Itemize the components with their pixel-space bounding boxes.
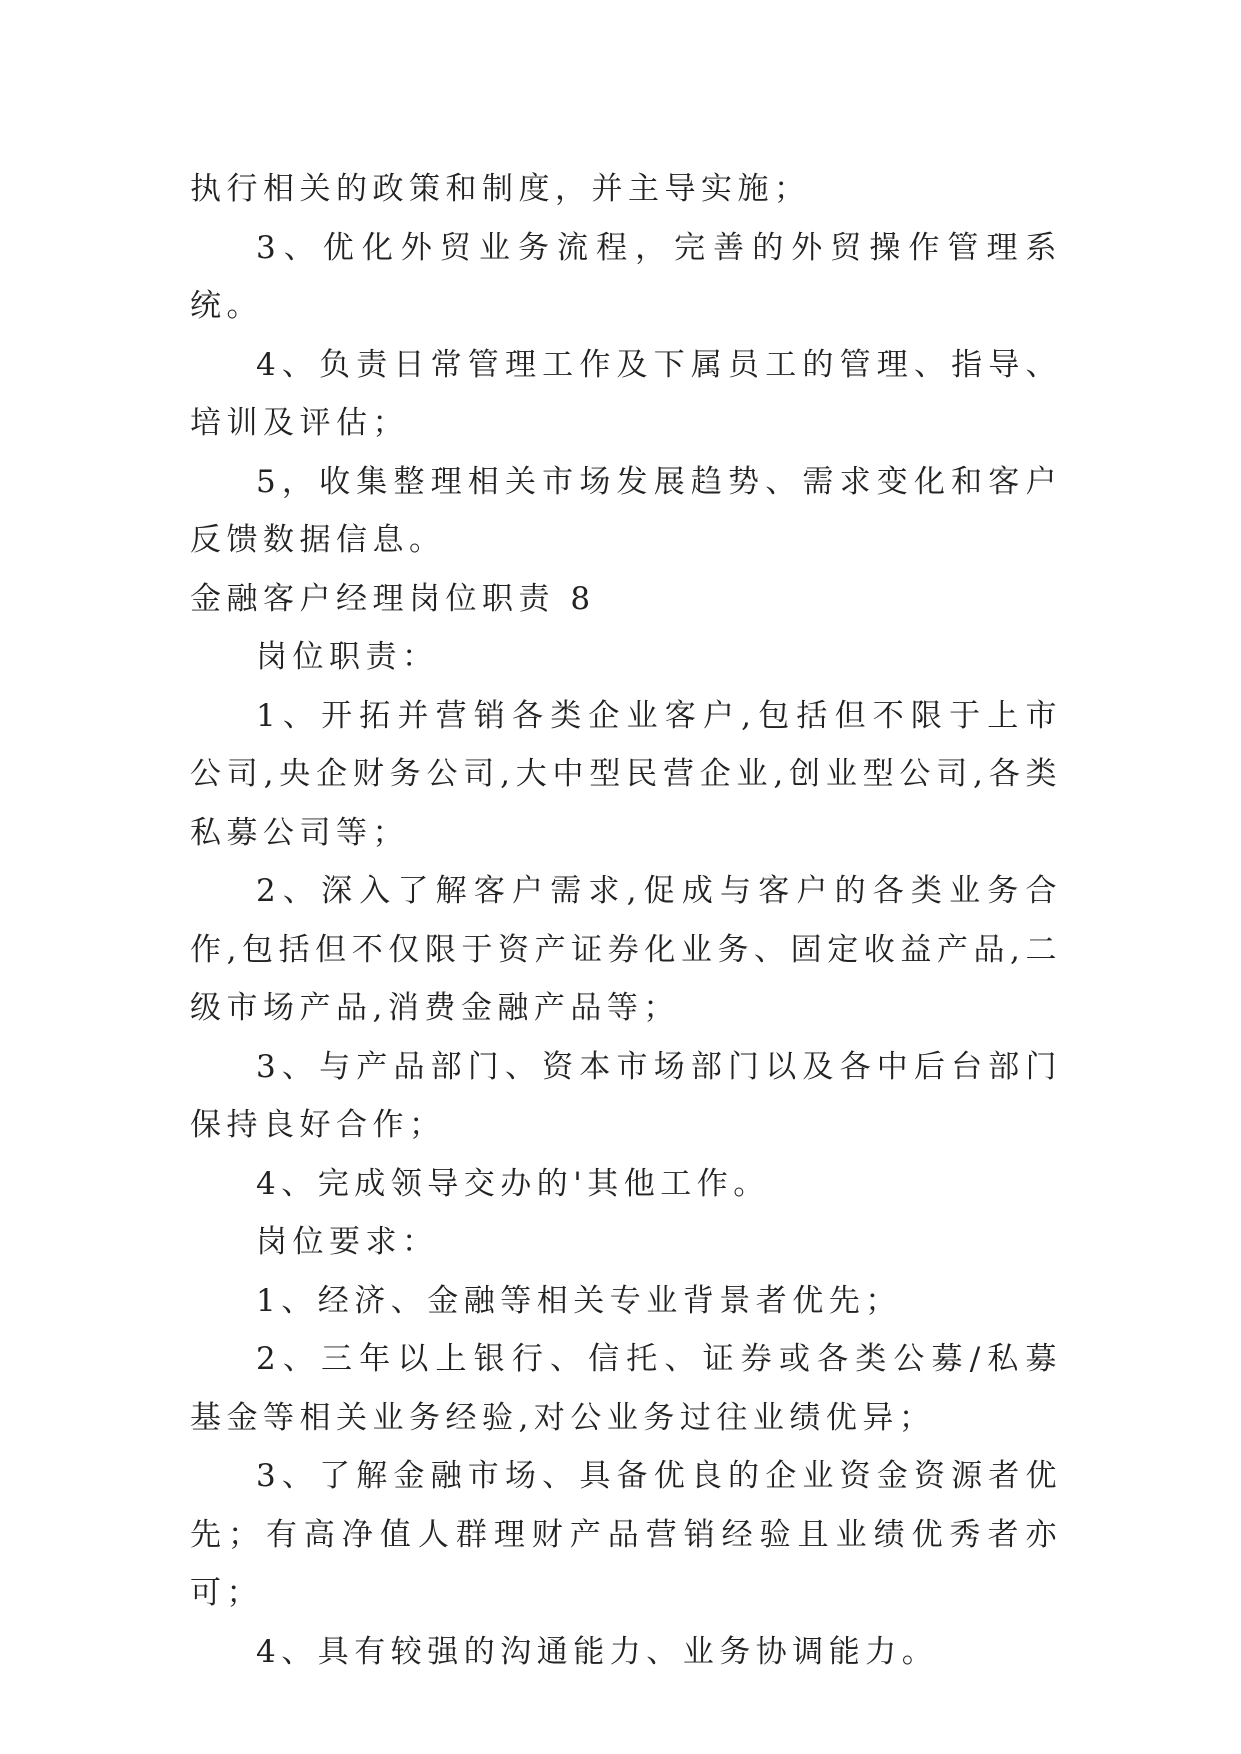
list-item: 2、深入了解客户需求,促成与客户的各类业务合作,包括但不仅限于资产证券化业务、固定收益产品,二级市场产品,消费金融产品等； [190,873,1062,1026]
list-item: 3、了解金融市场、具备优良的企业资金资源者优先；有高净值人群理财产品营销经验且业绩优秀者亦可； [190,1458,1062,1611]
list-item: 1、经济、金融等相关专业背景者优先； [256,1282,902,1319]
list-item: 5，收集整理相关市场发展趋势、需求变化和客户反馈数据信息。 [190,463,1062,558]
list-item: 3、优化外贸业务流程，完善的外贸操作管理系统。 [190,229,1062,324]
list-item: 4、具有较强的沟通能力、业务协调能力。 [256,1633,939,1670]
subheading-duties: 岗位职责： [256,639,439,675]
list-item: 1、开拓并营销各类企业客户,包括但不限于上市公司,央企财务公司,大中型民营企业,创业型公司,各类私募公司等； [190,697,1062,851]
list-item: 2、三年以上银行、信托、证券或各类公募/私募基金等相关业务经验,对公业务过往业绩优异； [190,1341,1062,1436]
list-item: 3、与产品部门、资本市场部门以及各中后台部门保持良好合作； [190,1048,1062,1143]
section-heading: 金融客户经理岗位职责 8 [190,580,596,617]
document-body [190,160,1062,1681]
list-item: 4、负责日常管理工作及下属员工的管理、指导、培训及评估； [190,346,1062,441]
subheading-requirements: 岗位要求： [256,1224,439,1260]
paragraph-continuation: 执行相关的政策和制度，并主导实施； [190,171,811,207]
list-item: 4、完成领导交办的'其他工作。 [256,1165,770,1202]
